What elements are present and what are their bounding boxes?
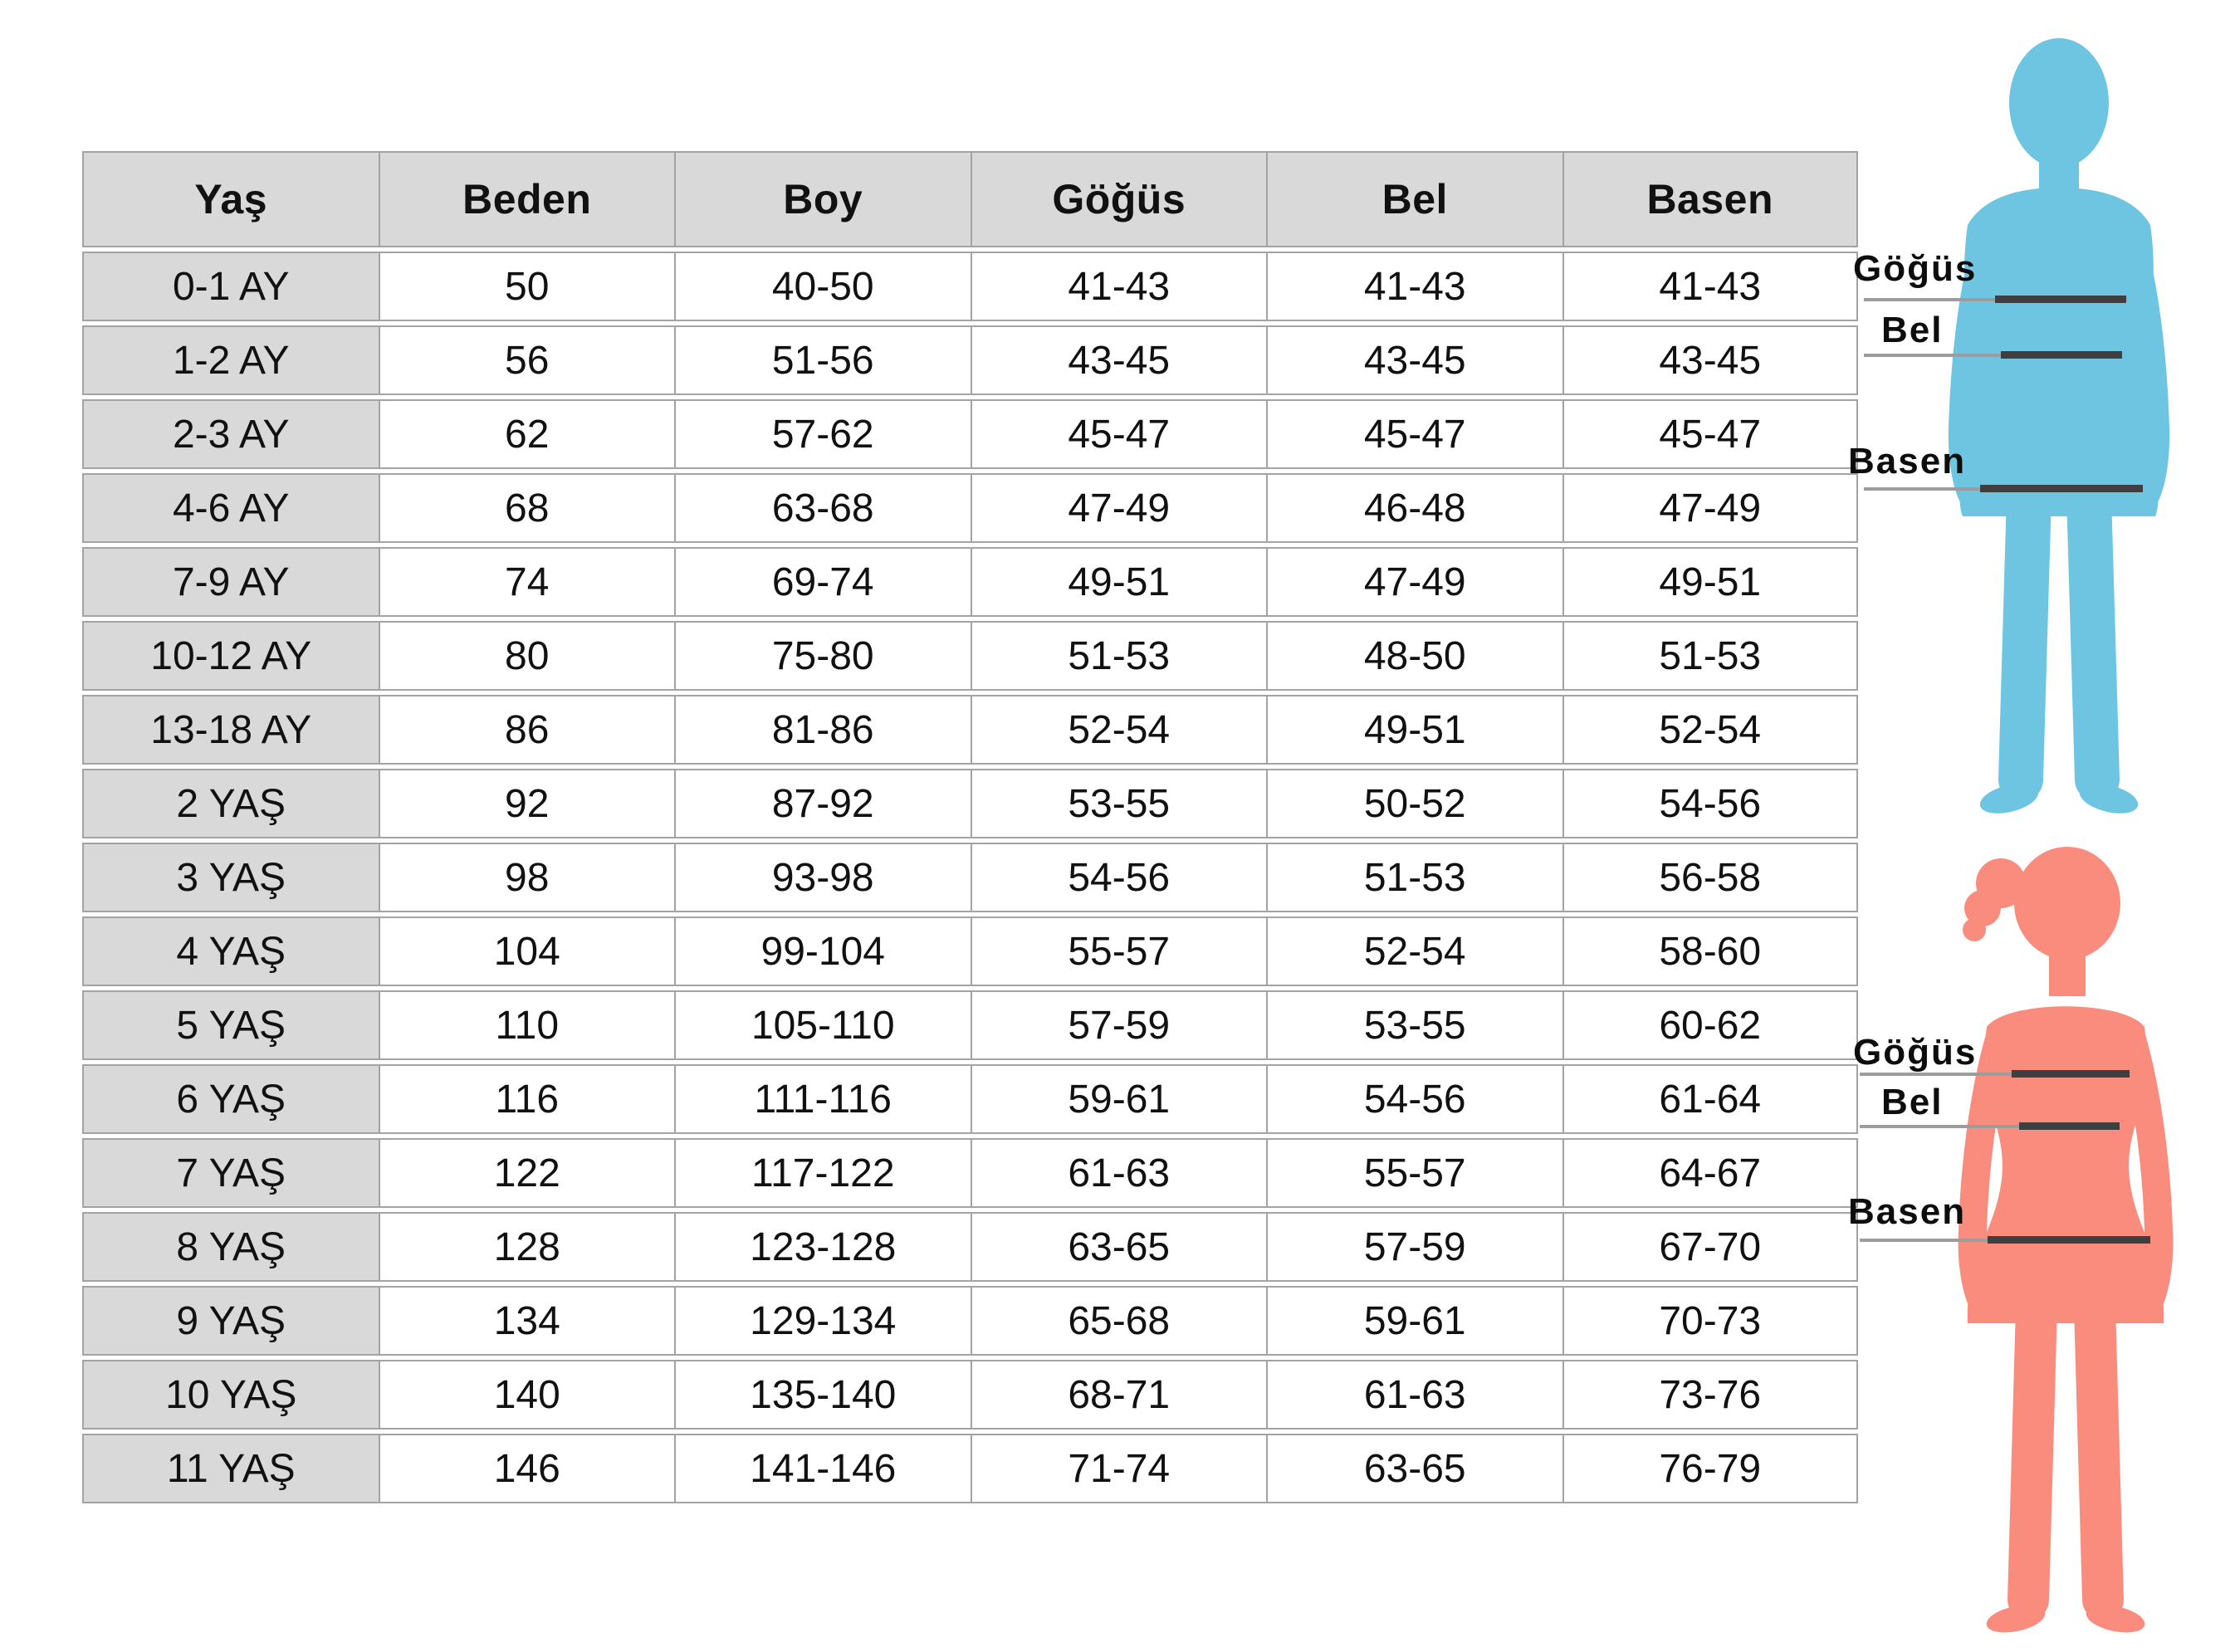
age-cell: 7-9 AY — [82, 547, 379, 617]
beden-cell: 140 — [379, 1360, 675, 1430]
boy-cell: 129-134 — [674, 1286, 971, 1356]
basen-cell: 49-51 — [1562, 547, 1859, 617]
boy-right-leg — [2089, 495, 2097, 780]
gogus-cell: 51-53 — [971, 621, 1267, 691]
boy-cell: 81-86 — [674, 695, 971, 765]
beden-cell: 104 — [379, 916, 675, 986]
bel-cell: 47-49 — [1266, 547, 1562, 617]
age-cell: 11 YAŞ — [82, 1434, 379, 1503]
table-row — [82, 769, 1858, 838]
basen-cell: 43-45 — [1562, 325, 1859, 395]
boy-cell: 63-68 — [674, 473, 971, 543]
header-row — [82, 151, 1858, 247]
boy-cell: 99-104 — [674, 916, 971, 986]
gogus-cell: 55-57 — [971, 916, 1267, 986]
age-cell: 2 YAŞ — [82, 769, 379, 838]
table-body — [82, 252, 1858, 1503]
bel-cell: 54-56 — [1266, 1064, 1562, 1134]
gogus-cell: 65-68 — [971, 1286, 1267, 1356]
beden-cell: 92 — [379, 769, 675, 838]
age-cell: 7 YAŞ — [82, 1138, 379, 1208]
gogus-cell: 63-65 — [971, 1212, 1267, 1282]
beden-cell: 110 — [379, 990, 675, 1060]
gogus-cell: 45-47 — [971, 399, 1267, 469]
basen-cell: 67-70 — [1562, 1212, 1859, 1282]
gogus-cell: 68-71 — [971, 1360, 1267, 1430]
age-cell: 3 YAŞ — [82, 843, 379, 912]
basen-cell: 41-43 — [1562, 252, 1859, 321]
bel-cell: 43-45 — [1266, 325, 1562, 395]
bel-cell: 50-52 — [1266, 769, 1562, 838]
column-header-gogus: Göğüs — [971, 151, 1267, 247]
gogus-cell: 49-51 — [971, 547, 1267, 617]
basen-cell: 52-54 — [1562, 695, 1859, 765]
bel-cell: 59-61 — [1266, 1286, 1562, 1356]
boy-left-leg — [2021, 495, 2029, 780]
boy-cell: 87-92 — [674, 769, 971, 838]
gogus-cell: 61-63 — [971, 1138, 1267, 1208]
beden-cell: 128 — [379, 1212, 675, 1282]
age-cell: 13-18 AY — [82, 695, 379, 765]
basen-cell: 56-58 — [1562, 843, 1859, 912]
table-row — [82, 1286, 1858, 1356]
boy-head — [2009, 38, 2109, 168]
boy-hip-measure-line — [1980, 485, 2143, 492]
column-header-yas: Yaş — [82, 151, 379, 247]
age-cell: 5 YAŞ — [82, 990, 379, 1060]
basen-cell: 47-49 — [1562, 473, 1859, 543]
column-header-basen: Basen — [1562, 151, 1859, 247]
bel-cell: 51-53 — [1266, 843, 1562, 912]
basen-cell: 51-53 — [1562, 621, 1859, 691]
girl-hip-guide-line — [1860, 1239, 1988, 1242]
boy-body-shape — [1960, 38, 2159, 819]
age-cell: 10 YAŞ — [82, 1360, 379, 1430]
table-row — [82, 473, 1858, 543]
boy-cell: 51-56 — [674, 325, 971, 395]
basen-cell: 76-79 — [1562, 1434, 1859, 1503]
boy-cell: 93-98 — [674, 843, 971, 912]
beden-cell: 74 — [379, 547, 675, 617]
bel-cell: 55-57 — [1266, 1138, 1562, 1208]
age-cell: 2-3 AY — [82, 399, 379, 469]
girl-ponytail-3 — [1963, 918, 1986, 941]
table-row — [82, 843, 1858, 912]
boy-silhouette — [1943, 30, 2175, 819]
beden-cell: 134 — [379, 1286, 675, 1356]
boy-cell: 57-62 — [674, 399, 971, 469]
boy-cell: 117-122 — [674, 1138, 971, 1208]
boy-cell: 69-74 — [674, 547, 971, 617]
gogus-cell: 53-55 — [971, 769, 1267, 838]
beden-cell: 98 — [379, 843, 675, 912]
boy-cell: 111-116 — [674, 1064, 971, 1134]
boy-chest-measure-line — [1995, 296, 2126, 303]
boy-cell: 123-128 — [674, 1212, 971, 1282]
bel-cell: 48-50 — [1266, 621, 1562, 691]
boy-cell: 141-146 — [674, 1434, 971, 1503]
girl-waist-guide-line — [1860, 1125, 2019, 1128]
girl-chest-guide-line — [1860, 1073, 2012, 1076]
column-header-bel: Bel — [1266, 151, 1562, 247]
girl-waist-measure-line — [2019, 1122, 2120, 1130]
girl-hip-measure-line — [1988, 1236, 2150, 1244]
beden-cell: 50 — [379, 252, 675, 321]
basen-cell: 60-62 — [1562, 990, 1859, 1060]
boy-cell: 75-80 — [674, 621, 971, 691]
table-row — [82, 547, 1858, 617]
table-row — [82, 1212, 1858, 1282]
table-row — [82, 399, 1858, 469]
boy-cell: 40-50 — [674, 252, 971, 321]
age-cell: 9 YAŞ — [82, 1286, 379, 1356]
basen-cell: 73-76 — [1562, 1360, 1859, 1430]
bel-cell: 49-51 — [1266, 695, 1562, 765]
column-header-beden: Beden — [379, 151, 675, 247]
age-cell: 8 YAŞ — [82, 1212, 379, 1282]
beden-cell: 56 — [379, 325, 675, 395]
table-row — [82, 1360, 1858, 1430]
table-row — [82, 990, 1858, 1060]
age-cell: 0-1 AY — [82, 252, 379, 321]
column-header-boy: Boy — [674, 151, 971, 247]
table-row — [82, 1434, 1858, 1503]
age-cell: 4 YAŞ — [82, 916, 379, 986]
gogus-cell: 57-59 — [971, 990, 1267, 1060]
girl-hip-label: Basen — [1848, 1191, 1967, 1232]
table-row — [82, 325, 1858, 395]
girl-left-leg — [2028, 1307, 2037, 1600]
bel-cell: 52-54 — [1266, 916, 1562, 986]
table-row — [82, 1138, 1858, 1208]
gogus-cell: 52-54 — [971, 695, 1267, 765]
basen-cell: 64-67 — [1562, 1138, 1859, 1208]
beden-cell: 68 — [379, 473, 675, 543]
basen-cell: 54-56 — [1562, 769, 1859, 838]
bel-cell: 53-55 — [1266, 990, 1562, 1060]
gogus-cell: 43-45 — [971, 325, 1267, 395]
table-row — [82, 916, 1858, 986]
beden-cell: 116 — [379, 1064, 675, 1134]
boy-waist-label: Bel — [1881, 310, 1944, 350]
beden-cell: 80 — [379, 621, 675, 691]
size-table — [82, 147, 1858, 1508]
basen-cell: 58-60 — [1562, 916, 1859, 986]
boy-cell: 135-140 — [674, 1360, 971, 1430]
age-cell: 4-6 AY — [82, 473, 379, 543]
bel-cell: 45-47 — [1266, 399, 1562, 469]
table-row — [82, 621, 1858, 691]
age-cell: 1-2 AY — [82, 325, 379, 395]
gogus-cell: 71-74 — [971, 1434, 1267, 1503]
bel-cell: 57-59 — [1266, 1212, 1562, 1282]
boy-chest-guide-line — [1864, 298, 1995, 301]
table-row — [82, 695, 1858, 765]
gogus-cell: 47-49 — [971, 473, 1267, 543]
girl-head — [2014, 847, 2120, 960]
girl-chest-label: Göğüs — [1853, 1032, 1978, 1073]
bel-cell: 46-48 — [1266, 473, 1562, 543]
beden-cell: 122 — [379, 1138, 675, 1208]
girl-neck — [2049, 948, 2086, 996]
beden-cell: 62 — [379, 399, 675, 469]
boy-waist-measure-line — [2001, 351, 2122, 359]
basen-cell: 61-64 — [1562, 1064, 1859, 1134]
girl-chest-measure-line — [2012, 1070, 2130, 1078]
beden-cell: 86 — [379, 695, 675, 765]
girl-waist-label: Bel — [1881, 1082, 1944, 1122]
gogus-cell: 41-43 — [971, 252, 1267, 321]
boy-hip-label: Basen — [1848, 441, 1967, 481]
boy-waist-guide-line — [1864, 354, 2001, 357]
age-cell: 10-12 AY — [82, 621, 379, 691]
girl-right-leg — [2095, 1307, 2103, 1600]
bel-cell: 41-43 — [1266, 252, 1562, 321]
beden-cell: 146 — [379, 1434, 675, 1503]
age-cell: 6 YAŞ — [82, 1064, 379, 1134]
bel-cell: 63-65 — [1266, 1434, 1562, 1503]
boy-cell: 105-110 — [674, 990, 971, 1060]
basen-cell: 45-47 — [1562, 399, 1859, 469]
gogus-cell: 59-61 — [971, 1064, 1267, 1134]
basen-cell: 70-73 — [1562, 1286, 1859, 1356]
gogus-cell: 54-56 — [971, 843, 1267, 912]
boy-hip-guide-line — [1864, 487, 1980, 491]
bel-cell: 61-63 — [1266, 1360, 1562, 1430]
table-row — [82, 252, 1858, 321]
boy-chest-label: Göğüs — [1853, 248, 1978, 289]
table-row — [82, 1064, 1858, 1134]
